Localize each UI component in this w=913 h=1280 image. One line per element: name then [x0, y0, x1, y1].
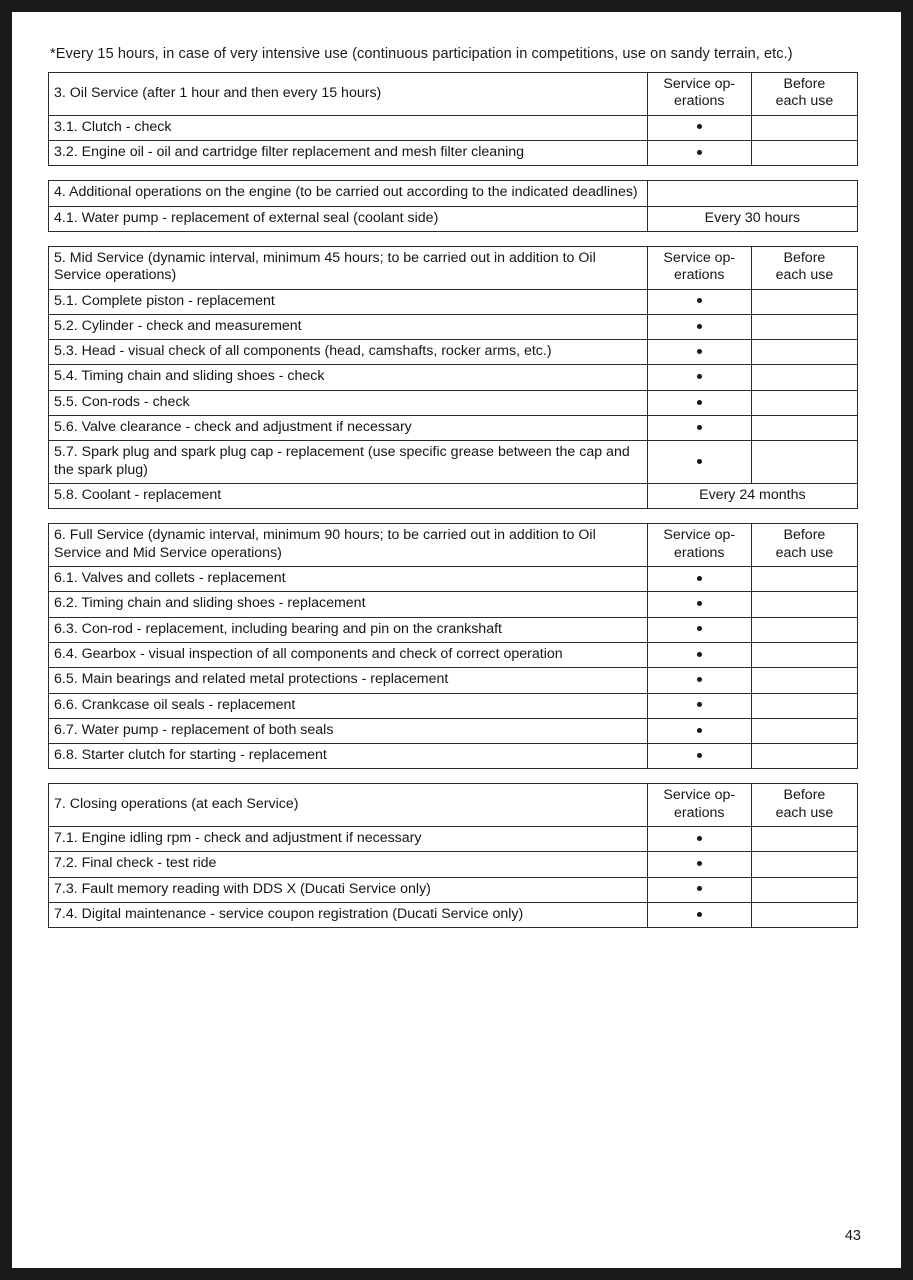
table-mid-service — [48, 246, 858, 509]
cell-service-operations — [647, 617, 751, 642]
cell-service-operations — [647, 718, 751, 743]
cell-before-each-use — [751, 566, 857, 591]
document-page — [12, 12, 901, 1268]
bullet-icon — [697, 912, 702, 917]
bullet-icon — [697, 400, 702, 405]
row-label: 5.8. Coolant - replacement — [49, 484, 648, 509]
table-row — [49, 592, 858, 617]
bullet-icon — [697, 702, 702, 707]
table-row — [49, 206, 858, 231]
bullet-icon — [697, 459, 702, 464]
table-title: 3. Oil Service (after 1 hour and then every 15 hours) — [49, 73, 648, 116]
cell-before-each-use — [751, 441, 857, 484]
row-label: 6.1. Valves and collets - replacement — [49, 566, 648, 591]
table-row — [49, 718, 858, 743]
cell-service-operations — [647, 566, 751, 591]
bullet-icon — [697, 626, 702, 631]
cell-before-each-use — [751, 617, 857, 642]
bullet-icon — [697, 374, 702, 379]
row-label: 6.5. Main bearings and related metal protections - replacement — [49, 668, 648, 693]
row-label: 7.4. Digital maintenance - service coupon registration (Ducati Service only) — [49, 903, 648, 928]
maintenance-tables — [48, 72, 860, 928]
table-row — [49, 827, 858, 852]
table-row — [49, 693, 858, 718]
cell-before-each-use — [751, 140, 857, 165]
cell-before-each-use — [751, 592, 857, 617]
column-header-before-each-use: Before each use — [751, 246, 857, 289]
table-row — [49, 642, 858, 667]
bullet-icon — [697, 652, 702, 657]
cell-service-operations — [647, 289, 751, 314]
table-row — [49, 140, 858, 165]
bullet-icon — [697, 298, 702, 303]
bullet-icon — [697, 349, 702, 354]
row-label: 5.4. Timing chain and sliding shoes - check — [49, 365, 648, 390]
row-label: 3.1. Clutch - check — [49, 115, 648, 140]
table-header-row — [49, 181, 858, 206]
table-header-row — [49, 524, 858, 567]
cell-before-each-use — [751, 416, 857, 441]
row-label: 6.6. Crankcase oil seals - replacement — [49, 693, 648, 718]
table-header-row — [49, 784, 858, 827]
column-header-before-each-use: Before each use — [751, 524, 857, 567]
table-title: 6. Full Service (dynamic interval, minimum 90 hours; to be carried out in addition to Oil Service and Mid Service operations) — [49, 524, 648, 567]
cell-service-operations — [647, 877, 751, 902]
cell-service-operations — [647, 340, 751, 365]
column-header-empty — [647, 181, 857, 206]
row-label: 7.3. Fault memory reading with DDS X (Ducati Service only) — [49, 877, 648, 902]
bullet-icon — [697, 677, 702, 682]
row-interval-note: Every 30 hours — [647, 206, 857, 231]
cell-before-each-use — [751, 693, 857, 718]
table-row — [49, 314, 858, 339]
cell-service-operations — [647, 642, 751, 667]
table-row — [49, 115, 858, 140]
table-header-row — [49, 246, 858, 289]
cell-service-operations — [647, 852, 751, 877]
cell-service-operations — [647, 140, 751, 165]
row-label: 5.2. Cylinder - check and measurement — [49, 314, 648, 339]
table-row — [49, 668, 858, 693]
table-closing-operations — [48, 783, 858, 928]
table-row — [49, 390, 858, 415]
row-label: 6.4. Gearbox - visual inspection of all components and check of correct operation — [49, 642, 648, 667]
cell-before-each-use — [751, 852, 857, 877]
table-full-service — [48, 523, 858, 769]
bullet-icon — [697, 576, 702, 581]
bullet-icon — [697, 861, 702, 866]
column-header-before-each-use: Before each use — [751, 784, 857, 827]
row-interval-note: Every 24 months — [647, 484, 857, 509]
table-row — [49, 441, 858, 484]
table-header-row — [49, 73, 858, 116]
cell-before-each-use — [751, 668, 857, 693]
row-label: 6.8. Starter clutch for starting - replacement — [49, 744, 648, 769]
row-label: 7.2. Final check - test ride — [49, 852, 648, 877]
cell-service-operations — [647, 365, 751, 390]
cell-service-operations — [647, 441, 751, 484]
table-additional-operations — [48, 180, 858, 232]
row-label: 5.5. Con-rods - check — [49, 390, 648, 415]
bullet-icon — [697, 124, 702, 129]
row-label: 5.1. Complete piston - replacement — [49, 289, 648, 314]
row-label: 4.1. Water pump - replacement of external seal (coolant side) — [49, 206, 648, 231]
bullet-icon — [697, 150, 702, 155]
table-row — [49, 289, 858, 314]
column-header-service-operations: Service op- erations — [647, 73, 751, 116]
cell-service-operations — [647, 314, 751, 339]
row-label: 6.3. Con-rod - replacement, including bearing and pin on the crankshaft — [49, 617, 648, 642]
cell-before-each-use — [751, 877, 857, 902]
cell-service-operations — [647, 827, 751, 852]
cell-service-operations — [647, 592, 751, 617]
column-header-service-operations: Service op- erations — [647, 784, 751, 827]
row-label: 5.3. Head - visual check of all components (head, camshafts, rocker arms, etc.) — [49, 340, 648, 365]
column-header-service-operations: Service op- erations — [647, 524, 751, 567]
cell-before-each-use — [751, 289, 857, 314]
row-label: 6.2. Timing chain and sliding shoes - replacement — [49, 592, 648, 617]
table-row — [49, 617, 858, 642]
cell-before-each-use — [751, 314, 857, 339]
row-label: 7.1. Engine idling rpm - check and adjustment if necessary — [49, 827, 648, 852]
table-row — [49, 903, 858, 928]
bullet-icon — [697, 324, 702, 329]
bullet-icon — [697, 753, 702, 758]
table-title: 7. Closing operations (at each Service) — [49, 784, 648, 827]
cell-service-operations — [647, 390, 751, 415]
footnote-text: *Every 15 hours, in case of very intensive use (continuous participation in competitions, use on sandy terrain, etc.) — [50, 46, 793, 62]
cell-before-each-use — [751, 744, 857, 769]
bullet-icon — [697, 425, 702, 430]
cell-service-operations — [647, 693, 751, 718]
bullet-icon — [697, 886, 702, 891]
row-label: 5.7. Spark plug and spark plug cap - replacement (use specific grease between the cap and the spark plug) — [49, 441, 648, 484]
cell-service-operations — [647, 115, 751, 140]
cell-service-operations — [647, 903, 751, 928]
table-row — [49, 852, 858, 877]
bullet-icon — [697, 728, 702, 733]
cell-before-each-use — [751, 115, 857, 140]
page-number: 43 — [844, 1228, 861, 1244]
column-header-before-each-use: Before each use — [751, 73, 857, 116]
column-header-service-operations: Service op- erations — [647, 246, 751, 289]
bullet-icon — [697, 836, 702, 841]
table-row — [49, 365, 858, 390]
table-oil-service — [48, 72, 858, 166]
row-label: 3.2. Engine oil - oil and cartridge filter replacement and mesh filter cleaning — [49, 140, 648, 165]
table-title: 4. Additional operations on the engine (to be carried out according to the indicated deadlines) — [49, 181, 648, 206]
table-row — [49, 744, 858, 769]
cell-before-each-use — [751, 827, 857, 852]
cell-before-each-use — [751, 642, 857, 667]
cell-before-each-use — [751, 718, 857, 743]
table-row — [49, 484, 858, 509]
cell-before-each-use — [751, 903, 857, 928]
bullet-icon — [697, 601, 702, 606]
cell-before-each-use — [751, 365, 857, 390]
table-row — [49, 416, 858, 441]
table-title: 5. Mid Service (dynamic interval, minimum 45 hours; to be carried out in addition to Oil Service operations) — [49, 246, 648, 289]
table-row — [49, 877, 858, 902]
page-content — [48, 46, 860, 942]
table-row — [49, 566, 858, 591]
cell-service-operations — [647, 744, 751, 769]
table-row — [49, 340, 858, 365]
cell-service-operations — [647, 416, 751, 441]
row-label: 5.6. Valve clearance - check and adjustment if necessary — [49, 416, 648, 441]
cell-before-each-use — [751, 390, 857, 415]
cell-service-operations — [647, 668, 751, 693]
cell-before-each-use — [751, 340, 857, 365]
row-label: 6.7. Water pump - replacement of both seals — [49, 718, 648, 743]
